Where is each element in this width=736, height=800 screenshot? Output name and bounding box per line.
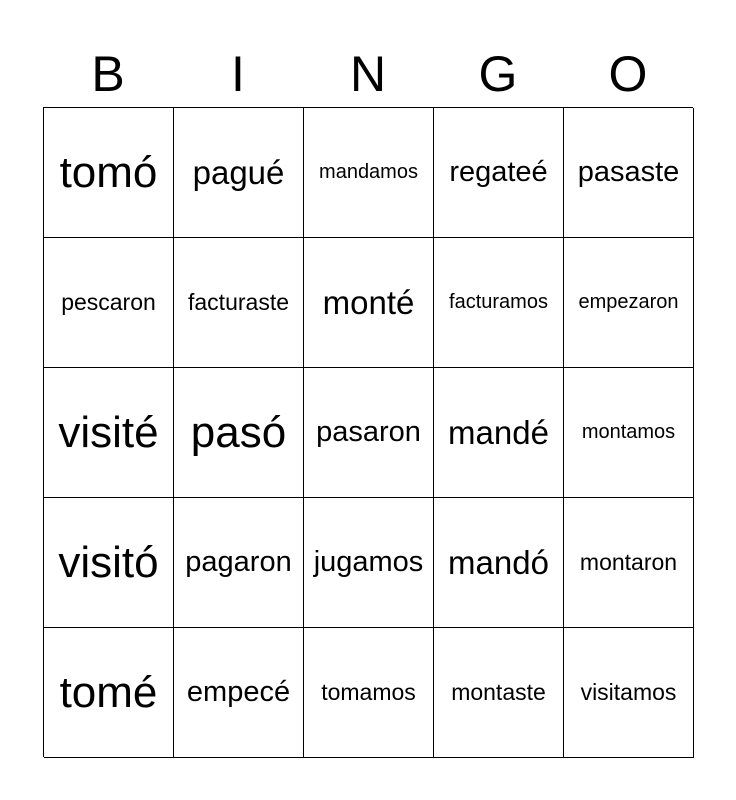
- bingo-cell: pescaron: [44, 238, 174, 368]
- bingo-cell: regateé: [434, 108, 564, 238]
- bingo-cell: tomamos: [304, 628, 434, 758]
- bingo-cell: facturamos: [434, 238, 564, 368]
- bingo-cell: mandé: [434, 368, 564, 498]
- header-letter-n: N: [349, 46, 387, 102]
- bingo-cell: facturaste: [174, 238, 304, 368]
- bingo-cell: pasaste: [564, 108, 694, 238]
- bingo-cell: monté: [304, 238, 434, 368]
- bingo-cell: montaste: [434, 628, 564, 758]
- header-letter-o: O: [608, 46, 648, 102]
- bingo-cell: pagaron: [174, 498, 304, 628]
- bingo-cell: visitó: [44, 498, 174, 628]
- bingo-cell: tomé: [44, 628, 174, 758]
- bingo-header: [43, 42, 693, 106]
- bingo-cell: tomó: [44, 108, 174, 238]
- bingo-cell: mandamos: [304, 108, 434, 238]
- bingo-cell: empezaron: [564, 238, 694, 368]
- bingo-cell: jugamos: [304, 498, 434, 628]
- header-letter-g: G: [478, 46, 518, 102]
- bingo-card: [43, 107, 693, 757]
- bingo-cell: pagué: [174, 108, 304, 238]
- bingo-cell: visité: [44, 368, 174, 498]
- bingo-cell: montaron: [564, 498, 694, 628]
- header-letter-b: B: [91, 46, 125, 102]
- bingo-cell: montamos: [564, 368, 694, 498]
- header-letter-i: I: [231, 46, 245, 102]
- bingo-cell: pasaron: [304, 368, 434, 498]
- bingo-cell: visitamos: [564, 628, 694, 758]
- bingo-cell: empecé: [174, 628, 304, 758]
- bingo-cell: mandó: [434, 498, 564, 628]
- bingo-cell: pasó: [174, 368, 304, 498]
